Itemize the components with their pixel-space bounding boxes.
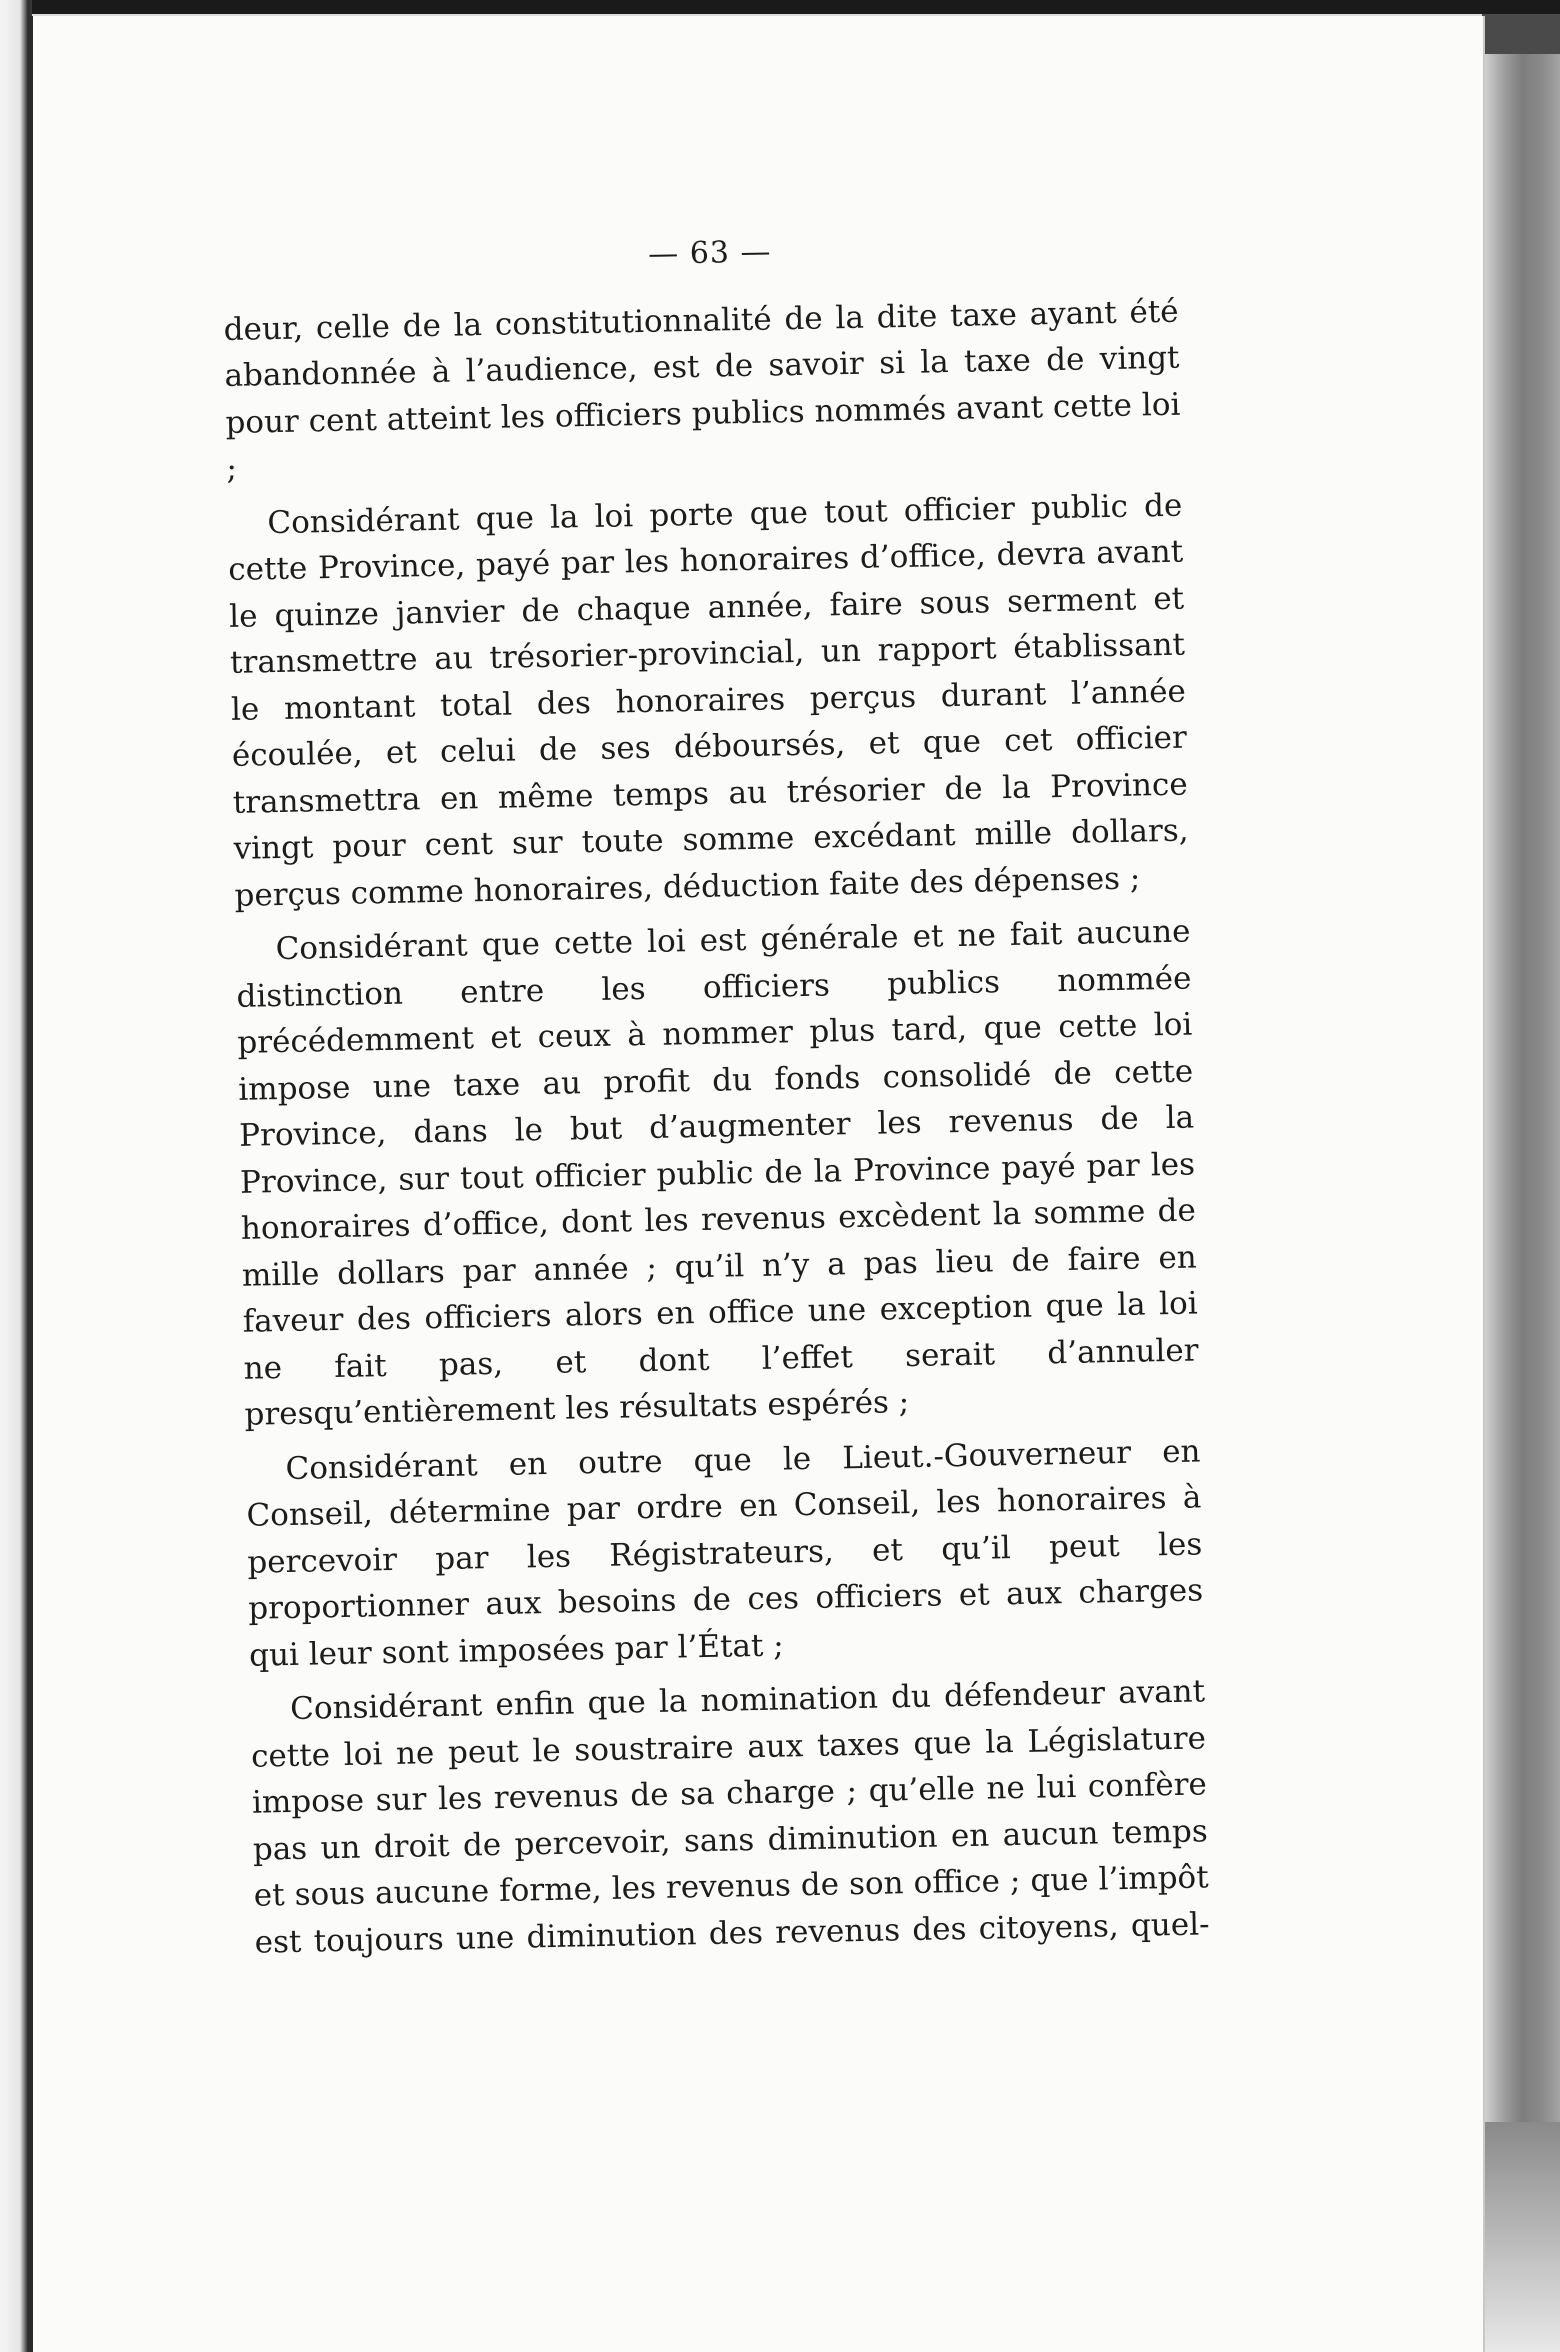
paragraph-considerant-2: Considérant que cette loi est générale et ne fait aucune distinction entre les officiers publics nommée précédemment et ceux à nommer plus tard, que cette loi impose une taxe au profit du fonds consolidé de cette Province, dans le but d’augmenter les revenus de la Province, sur tout officier public de la Province payé par les honoraires d’office, dont les revenus excèdent la somme de mille dollars par année ; qu’il n’y a pas lieu de faire en faveur des officiers alors en office une exception que la loi ne fait pas, et dont l’effet serait d’annuler presqu’entièrement les résultats espérés ; bbox=[236, 913, 1199, 1433]
paragraph-considerant-3: Considérant en outre que le Lieut.-Gouverneur en Conseil, détermine par ordre en Conseil, les honoraires à percevoir par les Régistrateurs, et qu’il peut les proportionner aux besoins de ces officiers et aux charges qui leur sont imposées par l’État ; bbox=[246, 1432, 1204, 1674]
book-gutter-edge bbox=[0, 0, 32, 2352]
scan-top-border bbox=[0, 0, 1560, 14]
page-stack-edge bbox=[1482, 14, 1560, 2352]
page-text-block bbox=[222, 222, 1210, 1974]
paragraph-considerant-1: Considérant que la loi porte que tout officier public de cette Province, payé par les honoraires d’office, devra avant le quinze janvier de chaque année, faire sous serment et transmettre au trésorier-provincial, un rapport établissant le montant total des honoraires perçus durant l’année écoulée, et celui de ses déboursés, et que cet officier transmettra en même temps au trésorier de la Province vingt pour cent sur toute somme excédant mille dollars, perçus comme honoraires, déduction faite des dépenses ; bbox=[227, 487, 1189, 914]
paragraph-continuation: deur, celle de la constitutionnalité de la dite taxe ayant été abandonnée à l’audience, est de savoir si la taxe de vingt pour cent atteint les officiers publics nommés avant cette loi ; bbox=[223, 293, 1181, 487]
paragraph-considerant-4: Considérant enfin que la nomination du défendeur avant cette loi ne peut le soustraire aux taxes que la Législature impose sur les revenus de sa charge ; qu’elle ne lui confère pas un droit de percevoir, sans diminution en aucun temps et sous aucune forme, les revenus de son office ; que l’impôt est toujours une diminution des revenus des citoyens, quel- bbox=[250, 1673, 1210, 1961]
page-number: — 63 — bbox=[647, 234, 772, 272]
